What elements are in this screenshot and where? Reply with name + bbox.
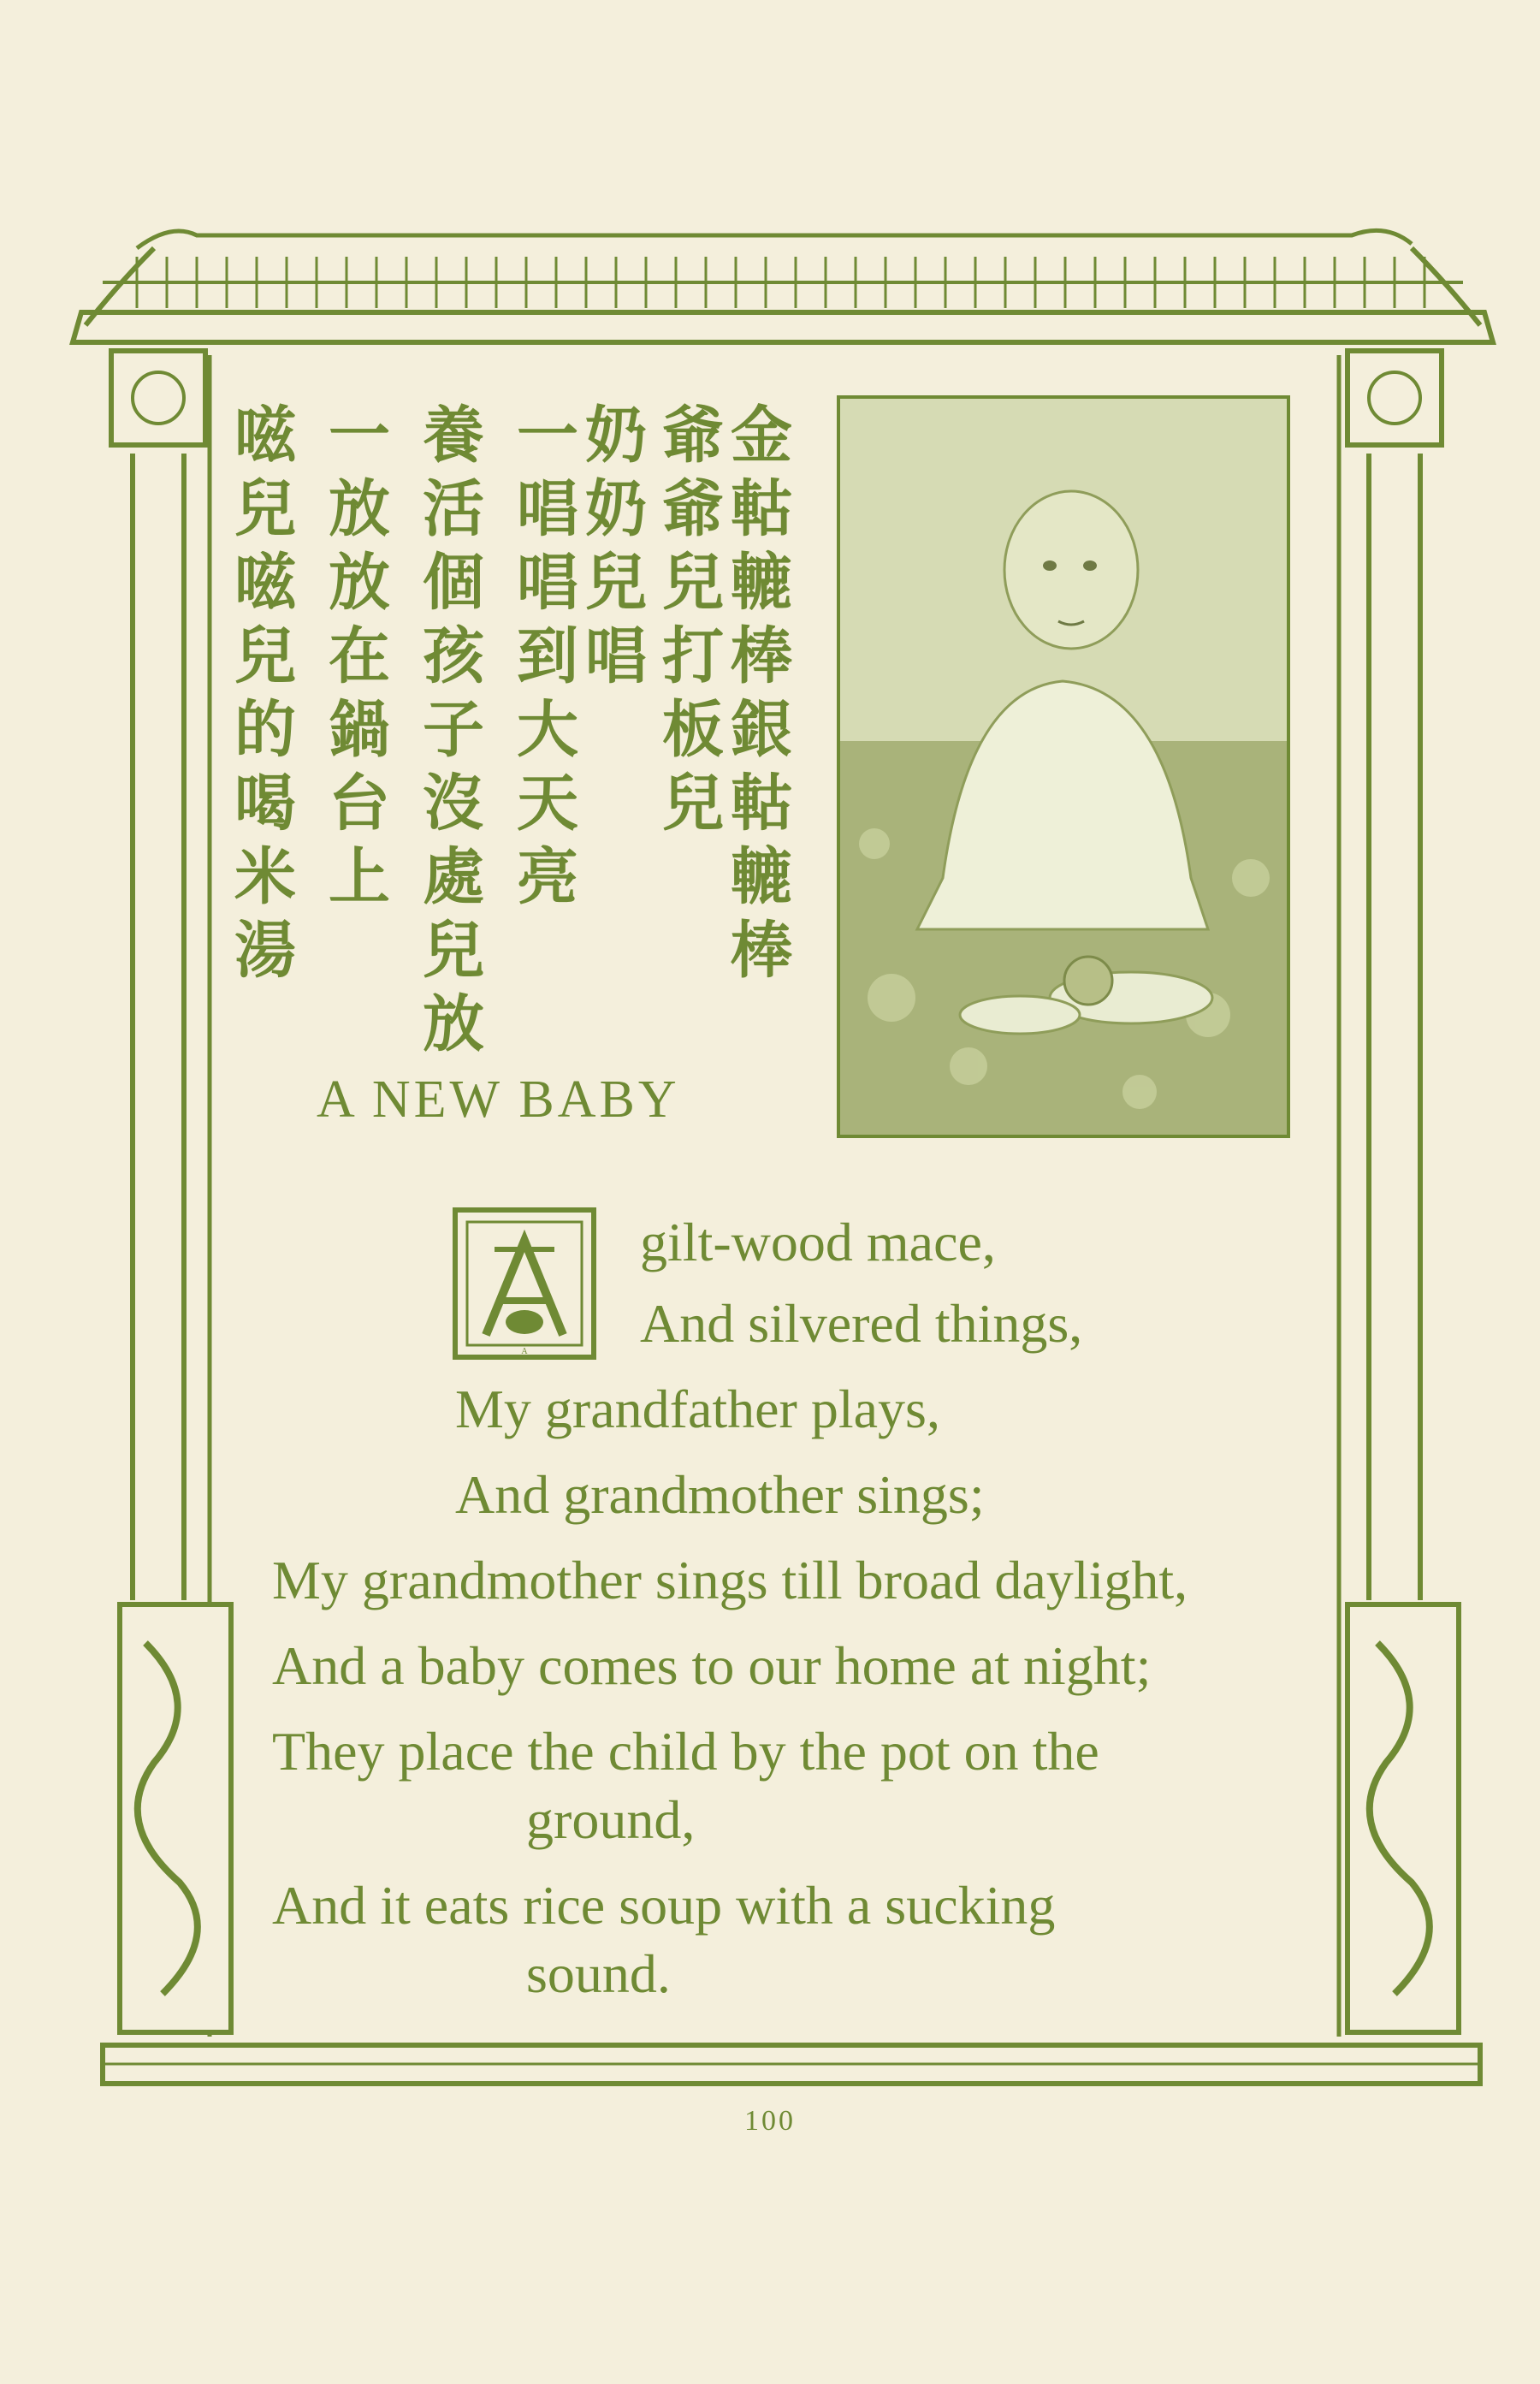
chinese-poem-column-3: 奶奶兒唱 xyxy=(575,402,648,697)
chinese-poem-column-2: 爺爺兒打板兒 xyxy=(652,402,725,844)
baby-photograph-illustration xyxy=(840,399,1287,1135)
poem-line-6: And a baby comes to our home at night; xyxy=(272,1635,1152,1696)
page-number: 100 xyxy=(744,2105,796,2137)
chinese-poem-column-4: 一唱唱到大天亮 xyxy=(506,402,579,917)
drop-cap-illustration xyxy=(452,1207,597,1361)
poem-line-9: And it eats rice soup with a sucking xyxy=(272,1875,1056,1936)
poem-line-8: ground, xyxy=(526,1789,696,1850)
chinese-poem-column-7: 嗞兒嗞兒的喝米湯 xyxy=(224,402,297,991)
drop-cap-letter: A xyxy=(521,1347,528,1356)
poem-line-2: And silvered things, xyxy=(640,1293,1083,1354)
chinese-poem-column-5: 養活個孩子沒處兒放 xyxy=(412,402,485,1064)
poem-line-3: My grandfather plays, xyxy=(455,1379,940,1439)
poem-line-1: gilt-wood mace, xyxy=(640,1212,996,1272)
poem-line-4: And grandmother sings; xyxy=(455,1464,985,1525)
poem-title: A NEW BABY xyxy=(317,1070,680,1129)
chinese-poem-column-6: 一放放在鍋台上 xyxy=(318,402,391,917)
chinese-poem-column-1: 金軲轆棒銀軲轆棒 xyxy=(720,402,793,991)
baby-photograph xyxy=(837,395,1290,1138)
poem-line-10: sound. xyxy=(526,1943,671,2004)
poem-line-7: They place the child by the pot on the xyxy=(272,1721,1099,1782)
poem-line-5: My grandmother sings till broad daylight, xyxy=(272,1550,1188,1610)
